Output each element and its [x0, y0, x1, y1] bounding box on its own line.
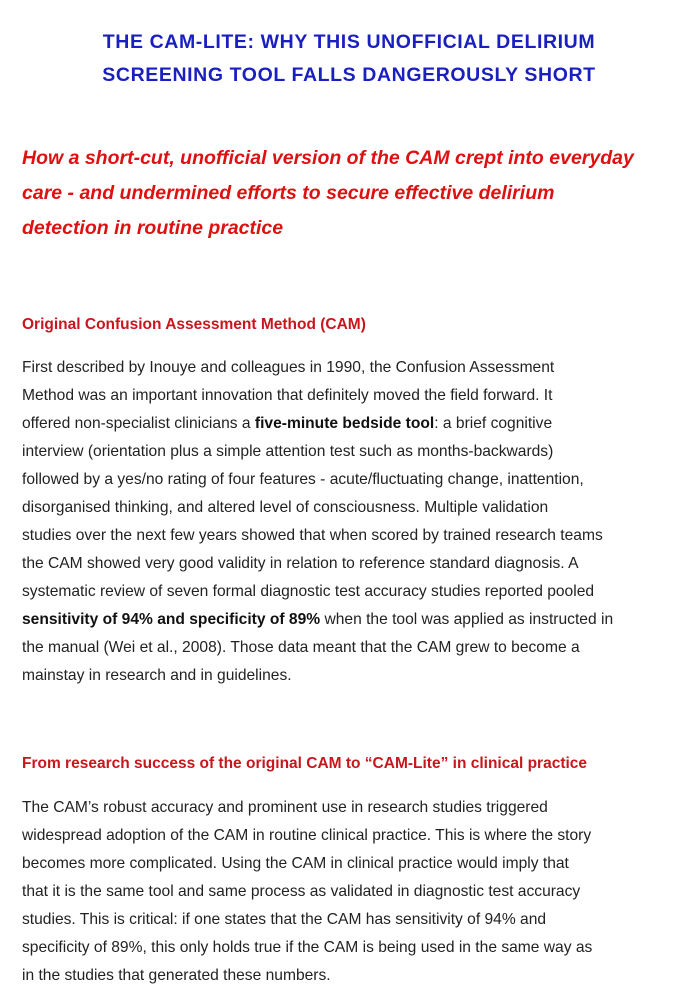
- paragraph-line: [22, 410, 682, 438]
- emphasis-five-minute-bedside-tool: five-minute bedside tool: [254, 415, 435, 432]
- paragraph-line: Method was an important innovation that definitely moved the field forward. It: [22, 387, 553, 404]
- article-subtitle-line: How a short-cut, unofficial version of the CAM crept into everyday: [22, 147, 634, 169]
- line-text: : a brief cognitive: [434, 415, 553, 432]
- paragraph-line: [22, 606, 682, 634]
- section-paragraph-original-cam: [22, 354, 682, 690]
- article-title-line: SCREENING TOOL FALLS DANGEROUSLY SHORT: [102, 64, 596, 86]
- section-heading-original-cam: Original Confusion Assessment Method (CAM): [22, 316, 366, 333]
- article-title-line: THE CAM-LITE: WHY THIS UNOFFICIAL DELIRIUM: [102, 31, 596, 53]
- paragraph-line: mainstay in research and in guidelines.: [22, 667, 292, 684]
- paragraph-line: The CAM’s robust accuracy and prominent use in research studies triggered: [22, 799, 548, 816]
- section-paragraph-cam-lite: [22, 794, 682, 990]
- section-heading-cam-lite: From research success of the original CAM to “CAM-Lite” in clinical practice: [22, 755, 588, 772]
- line-text: when the tool was applied as instructed in: [320, 611, 614, 628]
- article-subtitle-line: detection in routine practice: [22, 217, 284, 239]
- article-subtitle: [22, 141, 682, 246]
- paragraph-line: systematic review of seven formal diagnostic test accuracy studies reported pooled: [22, 583, 595, 600]
- paragraph-line: disorganised thinking, and altered level of consciousness. Multiple validation: [22, 499, 549, 516]
- emphasis-sensitivity-specificity: sensitivity of 94% and specificity of 89%: [22, 611, 321, 628]
- line-text: offered non-specialist clinicians a: [22, 415, 255, 432]
- paragraph-line: the manual (Wei et al., 2008). Those data meant that the CAM grew to become a: [22, 639, 580, 656]
- paragraph-line: widespread adoption of the CAM in routine clinical practice. This is where the story: [22, 827, 592, 844]
- article-title: [40, 26, 658, 92]
- article-subtitle-line: care - and undermined efforts to secure effective delirium: [22, 182, 555, 204]
- paragraph-line: studies over the next few years showed that when scored by trained research teams: [22, 527, 603, 544]
- paragraph-line: the CAM showed very good validity in relation to reference standard diagnosis. A: [22, 555, 579, 572]
- paragraph-line: specificity of 89%, this only holds true if the CAM is being used in the same way as: [22, 939, 593, 956]
- paragraph-line: in the studies that generated these numbers.: [22, 967, 331, 984]
- paragraph-line: First described by Inouye and colleagues in 1990, the Confusion Assessment: [22, 359, 555, 376]
- paragraph-line: interview (orientation plus a simple attention test such as months-backwards): [22, 443, 554, 460]
- paragraph-line: that it is the same tool and same process as validated in diagnostic test accuracy: [22, 883, 581, 900]
- paragraph-line: becomes more complicated. Using the CAM in clinical practice would imply that: [22, 855, 569, 872]
- paragraph-line: studies. This is critical: if one states that the CAM has sensitivity of 94% and: [22, 911, 547, 928]
- paragraph-line: followed by a yes/no rating of four features - acute/fluctuating change, inattention,: [22, 471, 584, 488]
